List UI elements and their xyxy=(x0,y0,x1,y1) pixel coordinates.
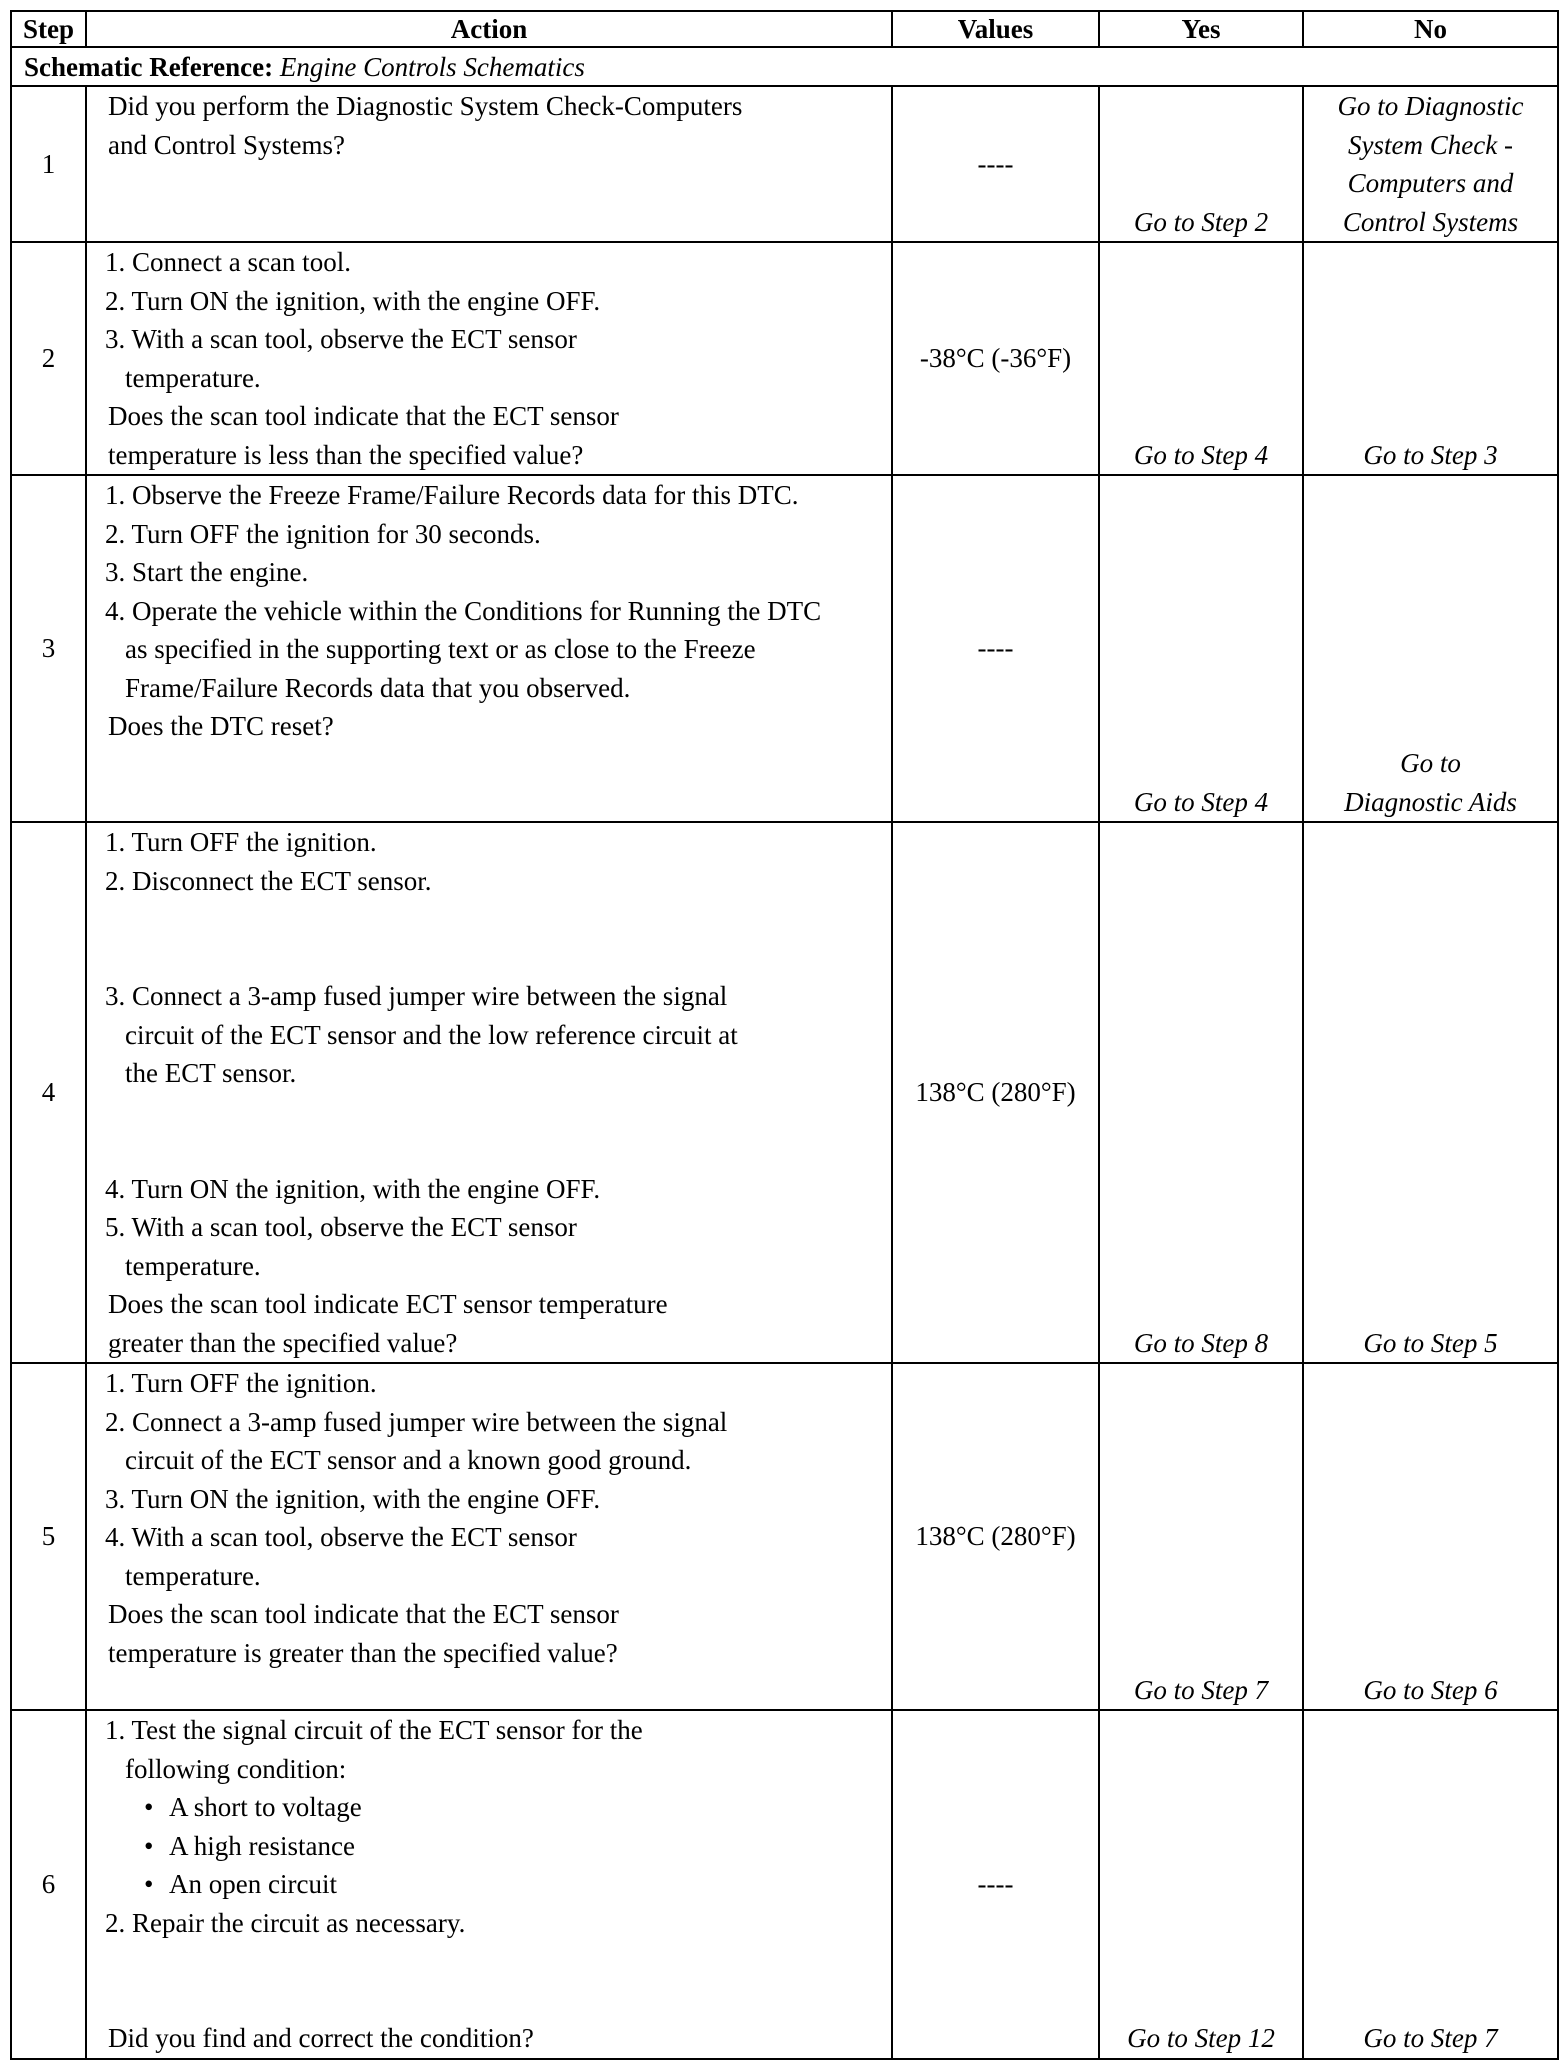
step-number: 6 xyxy=(11,1710,86,2059)
question-line: Did you perform the Diagnostic System Check-Computers xyxy=(108,91,743,121)
table-row-step-5 xyxy=(11,1363,1558,1710)
no-link-line: Diagnostic Aids xyxy=(1344,786,1517,817)
no-link[interactable]: Go to Step 6 xyxy=(1303,1363,1558,1710)
table-row-step-6 xyxy=(11,1710,1558,2059)
no-link[interactable]: Go to Step 5 xyxy=(1303,822,1558,1363)
list-item: 3. Turn ON the ignition, with the engine OFF. xyxy=(105,1483,601,1514)
no-link[interactable]: Go to Step 3 xyxy=(1303,242,1558,475)
action-cell xyxy=(86,1710,892,2059)
yes-link[interactable]: Go to Step 4 xyxy=(1099,475,1303,822)
values-cell: ---- xyxy=(892,86,1099,242)
schematic-reference-label: Schematic Reference: xyxy=(24,51,274,82)
table-row-step-3 xyxy=(11,475,1558,822)
action-cell xyxy=(86,86,892,242)
action-cell xyxy=(86,1363,892,1710)
schematic-reference xyxy=(11,47,1558,86)
question-line: Does the scan tool indicate that the ECT sensor xyxy=(108,401,619,431)
bullet-item: • A high resistance xyxy=(87,1827,883,1866)
question-line: Does the scan tool indicate ECT sensor temperature xyxy=(108,1289,668,1319)
values-cell: ---- xyxy=(892,475,1099,822)
question-line: and Control Systems? xyxy=(108,129,345,160)
header-action: Action xyxy=(86,11,892,47)
list-item: 5. With a scan tool, observe the ECT sensor temperature. xyxy=(105,1212,577,1281)
list-item: 4. Turn ON the ignition, with the engine OFF. xyxy=(105,1173,601,1204)
question-line: temperature is greater than the specified value? xyxy=(108,1637,618,1668)
step-number: 1 xyxy=(11,86,86,242)
yes-link[interactable]: Go to Step 4 xyxy=(1099,242,1303,475)
step-number: 3 xyxy=(11,475,86,822)
list-item: 4. With a scan tool, observe the ECT sensor temperature. xyxy=(105,1522,577,1591)
schematic-reference-row xyxy=(11,47,1558,86)
question-line: Did you find and correct the condition? xyxy=(108,2023,534,2053)
list-item: 2. Disconnect the ECT sensor. xyxy=(105,865,432,896)
no-link-line: Go to xyxy=(1400,748,1461,778)
no-link-line: Control Systems xyxy=(1342,206,1519,237)
spacer xyxy=(87,1942,883,2019)
yes-link[interactable]: Go to Step 8 xyxy=(1099,822,1303,1363)
bullet-item: • A short to voltage xyxy=(87,1788,883,1827)
no-link-line: System Check - xyxy=(1348,129,1513,160)
list-item: 3. Start the engine. xyxy=(105,557,309,587)
step-number: 5 xyxy=(11,1363,86,1710)
no-link-line: Computers and xyxy=(1347,168,1514,198)
header-row xyxy=(11,11,1558,47)
question-line: greater than the specified value? xyxy=(108,1327,458,1358)
list-item: 2. Turn OFF the ignition for 30 seconds. xyxy=(105,518,541,549)
question-line: Does the scan tool indicate that the ECT sensor xyxy=(108,1599,619,1629)
yes-link[interactable]: Go to Step 7 xyxy=(1099,1363,1303,1710)
header-no: No xyxy=(1303,11,1558,47)
yes-link[interactable]: Go to Step 12 xyxy=(1099,1710,1303,2059)
list-item: 3. Connect a 3-amp fused jumper wire between the signal circuit of the ECT sensor and the low reference circuit at the ECT sensor. xyxy=(105,981,738,1088)
list-item: 1. Turn OFF the ignition. xyxy=(105,1368,377,1398)
list-item: 1. Observe the Freeze Frame/Failure Records data for this DTC. xyxy=(105,480,799,510)
list-item: 2. Turn ON the ignition, with the engine OFF. xyxy=(105,285,601,316)
yes-link[interactable]: Go to Step 2 xyxy=(1099,86,1303,242)
spacer xyxy=(87,1093,883,1170)
diagnostic-table-page xyxy=(10,10,1557,2053)
question-line: Does the DTC reset? xyxy=(108,711,334,741)
header-step: Step xyxy=(11,11,86,47)
table-row-step-1 xyxy=(11,86,1558,242)
values-cell: -38°C (-36°F) xyxy=(892,242,1099,475)
header-values: Values xyxy=(892,11,1099,47)
table-row-step-4 xyxy=(11,822,1558,1363)
action-cell xyxy=(86,475,892,822)
spacer xyxy=(87,900,883,977)
header-yes: Yes xyxy=(1099,11,1303,47)
list-item: 1. Connect a scan tool. xyxy=(105,247,351,277)
action-cell xyxy=(86,822,892,1363)
values-cell: 138°C (280°F) xyxy=(892,1363,1099,1710)
list-item: 3. With a scan tool, observe the ECT sensor temperature. xyxy=(105,324,577,393)
diagnostic-table xyxy=(10,10,1559,2060)
list-item: 4. Operate the vehicle within the Conditions for Running the DTC as specified in the supporting text or as close to the Freeze Frame/Failure Records data that you observed. xyxy=(105,595,822,703)
schematic-reference-link[interactable]: Engine Controls Schematics xyxy=(279,51,585,82)
question-line: temperature is less than the specified value? xyxy=(108,439,584,470)
values-cell: ---- xyxy=(892,1710,1099,2059)
table-row-step-2 xyxy=(11,242,1558,475)
no-link[interactable] xyxy=(1303,86,1558,242)
list-item: 2. Connect a 3-amp fused jumper wire between the signal circuit of the ECT sensor and a known good ground. xyxy=(105,1406,728,1475)
no-link[interactable] xyxy=(1303,475,1558,822)
step-number: 4 xyxy=(11,822,86,1363)
no-link-line: Go to Diagnostic xyxy=(1337,91,1524,121)
action-cell xyxy=(86,242,892,475)
list-item: 2. Repair the circuit as necessary. xyxy=(105,1907,466,1938)
bullet-item: • An open circuit xyxy=(87,1865,883,1904)
step-number: 2 xyxy=(11,242,86,475)
values-cell: 138°C (280°F) xyxy=(892,822,1099,1363)
no-link[interactable]: Go to Step 7 xyxy=(1303,1710,1558,2059)
list-item: 1. Test the signal circuit of the ECT sensor for the following condition: xyxy=(105,1715,643,1784)
list-item: 1. Turn OFF the ignition. xyxy=(105,827,377,857)
